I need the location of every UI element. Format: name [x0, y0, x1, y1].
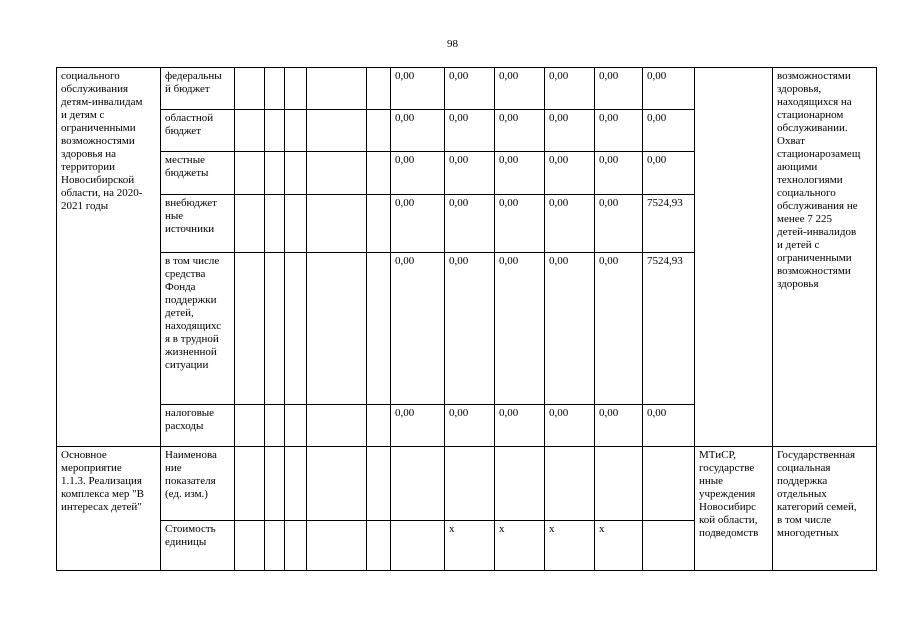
page-number: 98 [447, 38, 458, 50]
value-cell: 0,00 [545, 253, 595, 405]
expected-result: Государственная социальная поддержка отдельных категорий семей, в том числе многодетных [773, 447, 877, 571]
value-cell: 0,00 [545, 195, 595, 253]
value-cell: 0,00 [643, 152, 695, 195]
funding-source: областной бюджет [161, 110, 235, 152]
value-cell: 0,00 [545, 68, 595, 110]
value-cell: 0,00 [545, 110, 595, 152]
program-table [56, 67, 877, 571]
value-cell: 0,00 [391, 110, 445, 152]
value-cell: 0,00 [391, 195, 445, 253]
value-cell: 0,00 [445, 68, 495, 110]
value-cell: 0,00 [445, 110, 495, 152]
value-cell: 0,00 [643, 110, 695, 152]
value-cell: 0,00 [391, 152, 445, 195]
measure-name: социального обслуживания детям-инвалидам и детям с ограниченными возможностями здоровья на территории Новосибирской области, на 2020- 2021 годы [57, 68, 161, 447]
x-mark: x [495, 521, 545, 571]
value-cell: 0,00 [595, 405, 643, 447]
table-row [57, 447, 877, 521]
value-cell: 0,00 [495, 152, 545, 195]
value-cell: 0,00 [595, 253, 643, 405]
value-cell: 0,00 [495, 195, 545, 253]
expected-result: возможностями здоровья, находящихся на стационарном обслуживании. Охват стационарозамещ ающими технологиями социального обслуживания не менее 7 225 детей-инвалидов и детей с ограниченными возможностями здоровья [773, 68, 877, 447]
value-cell: 0,00 [445, 195, 495, 253]
x-mark: x [595, 521, 643, 571]
value-cell: 0,00 [495, 110, 545, 152]
funding-source: налоговые расходы [161, 405, 235, 447]
value-cell: 0,00 [643, 68, 695, 110]
value-cell: 0,00 [495, 405, 545, 447]
executor-cell [695, 68, 773, 447]
funding-source: в том числе средства Фонда поддержки детей, находящихс я в трудной жизненной ситуации [161, 253, 235, 405]
measure-name: Основное мероприятие 1.1.3. Реализация комплекса мер "В интересах детей" [57, 447, 161, 571]
value-cell: 7524,93 [643, 195, 695, 253]
value-cell: 0,00 [391, 253, 445, 405]
table-row [57, 68, 877, 110]
value-cell: 0,00 [545, 405, 595, 447]
value-cell: 0,00 [391, 405, 445, 447]
value-cell: 7524,93 [643, 253, 695, 405]
value-cell: 0,00 [595, 68, 643, 110]
value-cell: 0,00 [595, 152, 643, 195]
value-cell: 0,00 [595, 110, 643, 152]
value-cell: 0,00 [445, 253, 495, 405]
value-cell: 0,00 [445, 405, 495, 447]
x-mark: x [545, 521, 595, 571]
value-cell: 0,00 [495, 68, 545, 110]
unit-cost: Стоимость единицы [161, 521, 235, 571]
value-cell: 0,00 [595, 195, 643, 253]
x-mark: x [445, 521, 495, 571]
funding-source: внебюджет ные источники [161, 195, 235, 253]
value-cell: 0,00 [643, 405, 695, 447]
value-cell: 0,00 [391, 68, 445, 110]
value-cell: 0,00 [495, 253, 545, 405]
funding-source: местные бюджеты [161, 152, 235, 195]
executor-cell: МТиСР, государстве нные учреждения Новосибирс кой области, подведомств [695, 447, 773, 571]
indicator-name: Наименова ние показателя (ед. изм.) [161, 447, 235, 521]
value-cell: 0,00 [445, 152, 495, 195]
funding-source: федеральны й бюджет [161, 68, 235, 110]
value-cell: 0,00 [545, 152, 595, 195]
